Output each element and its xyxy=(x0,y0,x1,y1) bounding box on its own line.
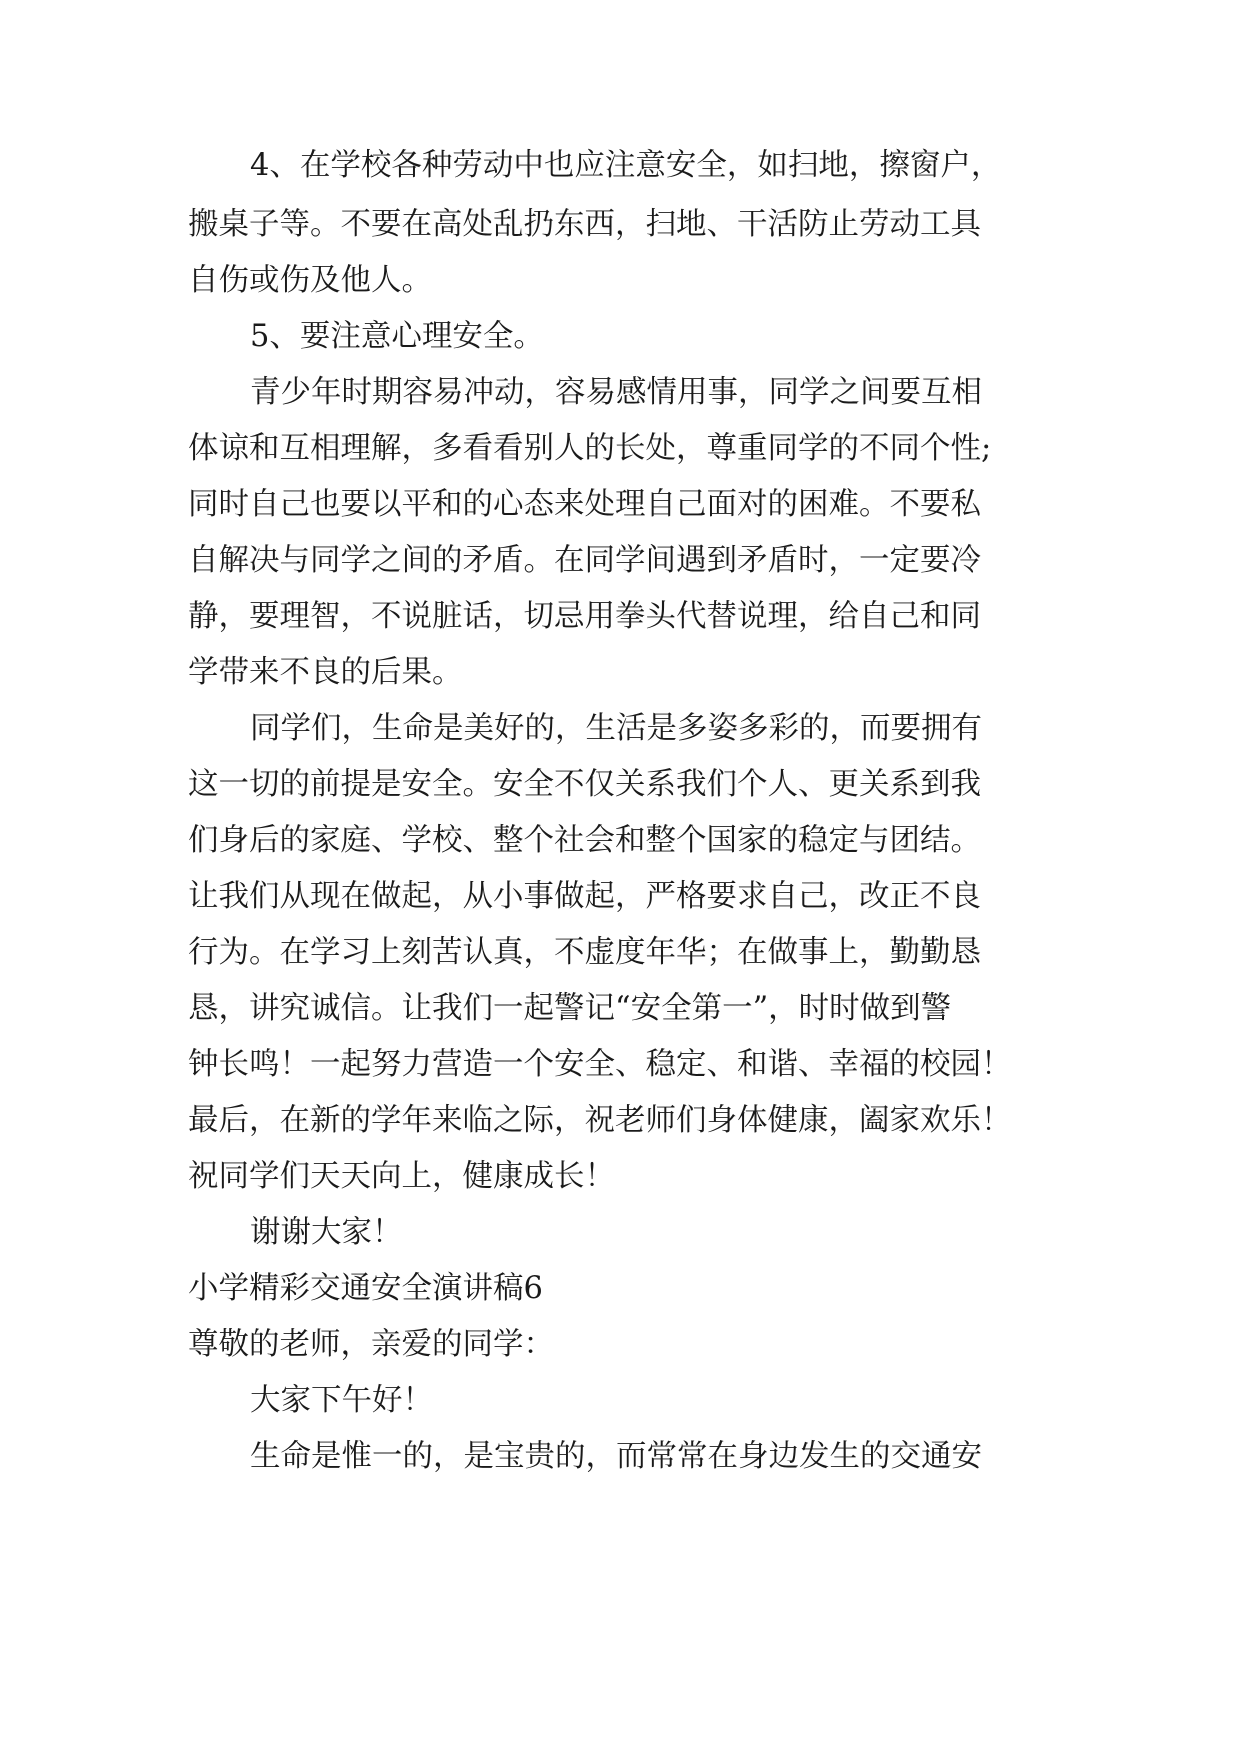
paragraph-line: 4、在学校各种劳动中也应注意安全，如扫地，擦窗户， xyxy=(250,148,1002,183)
paragraph-line: 这一切的前提是安全。安全不仅关系我们个人、更关系到我 xyxy=(188,767,981,802)
paragraph-line: 生命是惟一的，是宝贵的，而常常在身边发生的交通安 xyxy=(250,1439,982,1474)
paragraph-line: 同学们，生命是美好的，生活是多姿多彩的，而要拥有 xyxy=(250,711,982,746)
paragraph-line: 搬桌子等。不要在高处乱扔东西，扫地、干活防止劳动工具 xyxy=(188,207,981,242)
paragraph-line: 体谅和互相理解，多看看别人的长处，尊重同学的不同个性; xyxy=(188,431,992,466)
paragraph-line: 行为。在学习上刻苦认真，不虚度年华；在做事上，勤勤恳 xyxy=(188,935,981,970)
paragraph-line: 恳，讲究诚信。让我们一起警记“安全第一”，时时做到警 xyxy=(188,991,952,1026)
paragraph-line: 钟长鸣！一起努力营造一个安全、稳定、和谐、幸福的校园！ xyxy=(188,1047,1012,1082)
paragraph-line: 5、要注意心理安全。 xyxy=(250,319,544,354)
paragraph-line: 青少年时期容易冲动，容易感情用事，同学之间要互相 xyxy=(250,375,982,410)
paragraph-line: 祝同学们天天向上，健康成长！ xyxy=(188,1159,615,1194)
paragraph-line: 自伤或伤及他人。 xyxy=(188,263,432,298)
paragraph-line: 自解决与同学之间的矛盾。在同学间遇到矛盾时，一定要冷 xyxy=(188,543,981,578)
greeting: 大家下午好！ xyxy=(250,1383,433,1418)
paragraph-line: 让我们从现在做起，从小事做起，严格要求自己，改正不良 xyxy=(188,879,981,914)
paragraph-line: 学带来不良的后果。 xyxy=(188,655,463,690)
paragraph-line: 们身后的家庭、学校、整个社会和整个国家的稳定与团结。 xyxy=(188,823,981,858)
paragraph-line: 最后，在新的学年来临之际，祝老师们身体健康，阖家欢乐！ xyxy=(188,1103,1012,1138)
paragraph-line: 谢谢大家！ xyxy=(250,1215,403,1250)
section-heading: 小学精彩交通安全演讲稿6 xyxy=(188,1271,543,1306)
salutation: 尊敬的老师，亲爱的同学： xyxy=(188,1327,554,1362)
paragraph-line: 静，要理智，不说脏话，切忌用拳头代替说理，给自己和同 xyxy=(188,599,981,634)
paragraph-line: 同时自己也要以平和的心态来处理自己面对的困难。不要私 xyxy=(188,487,981,522)
